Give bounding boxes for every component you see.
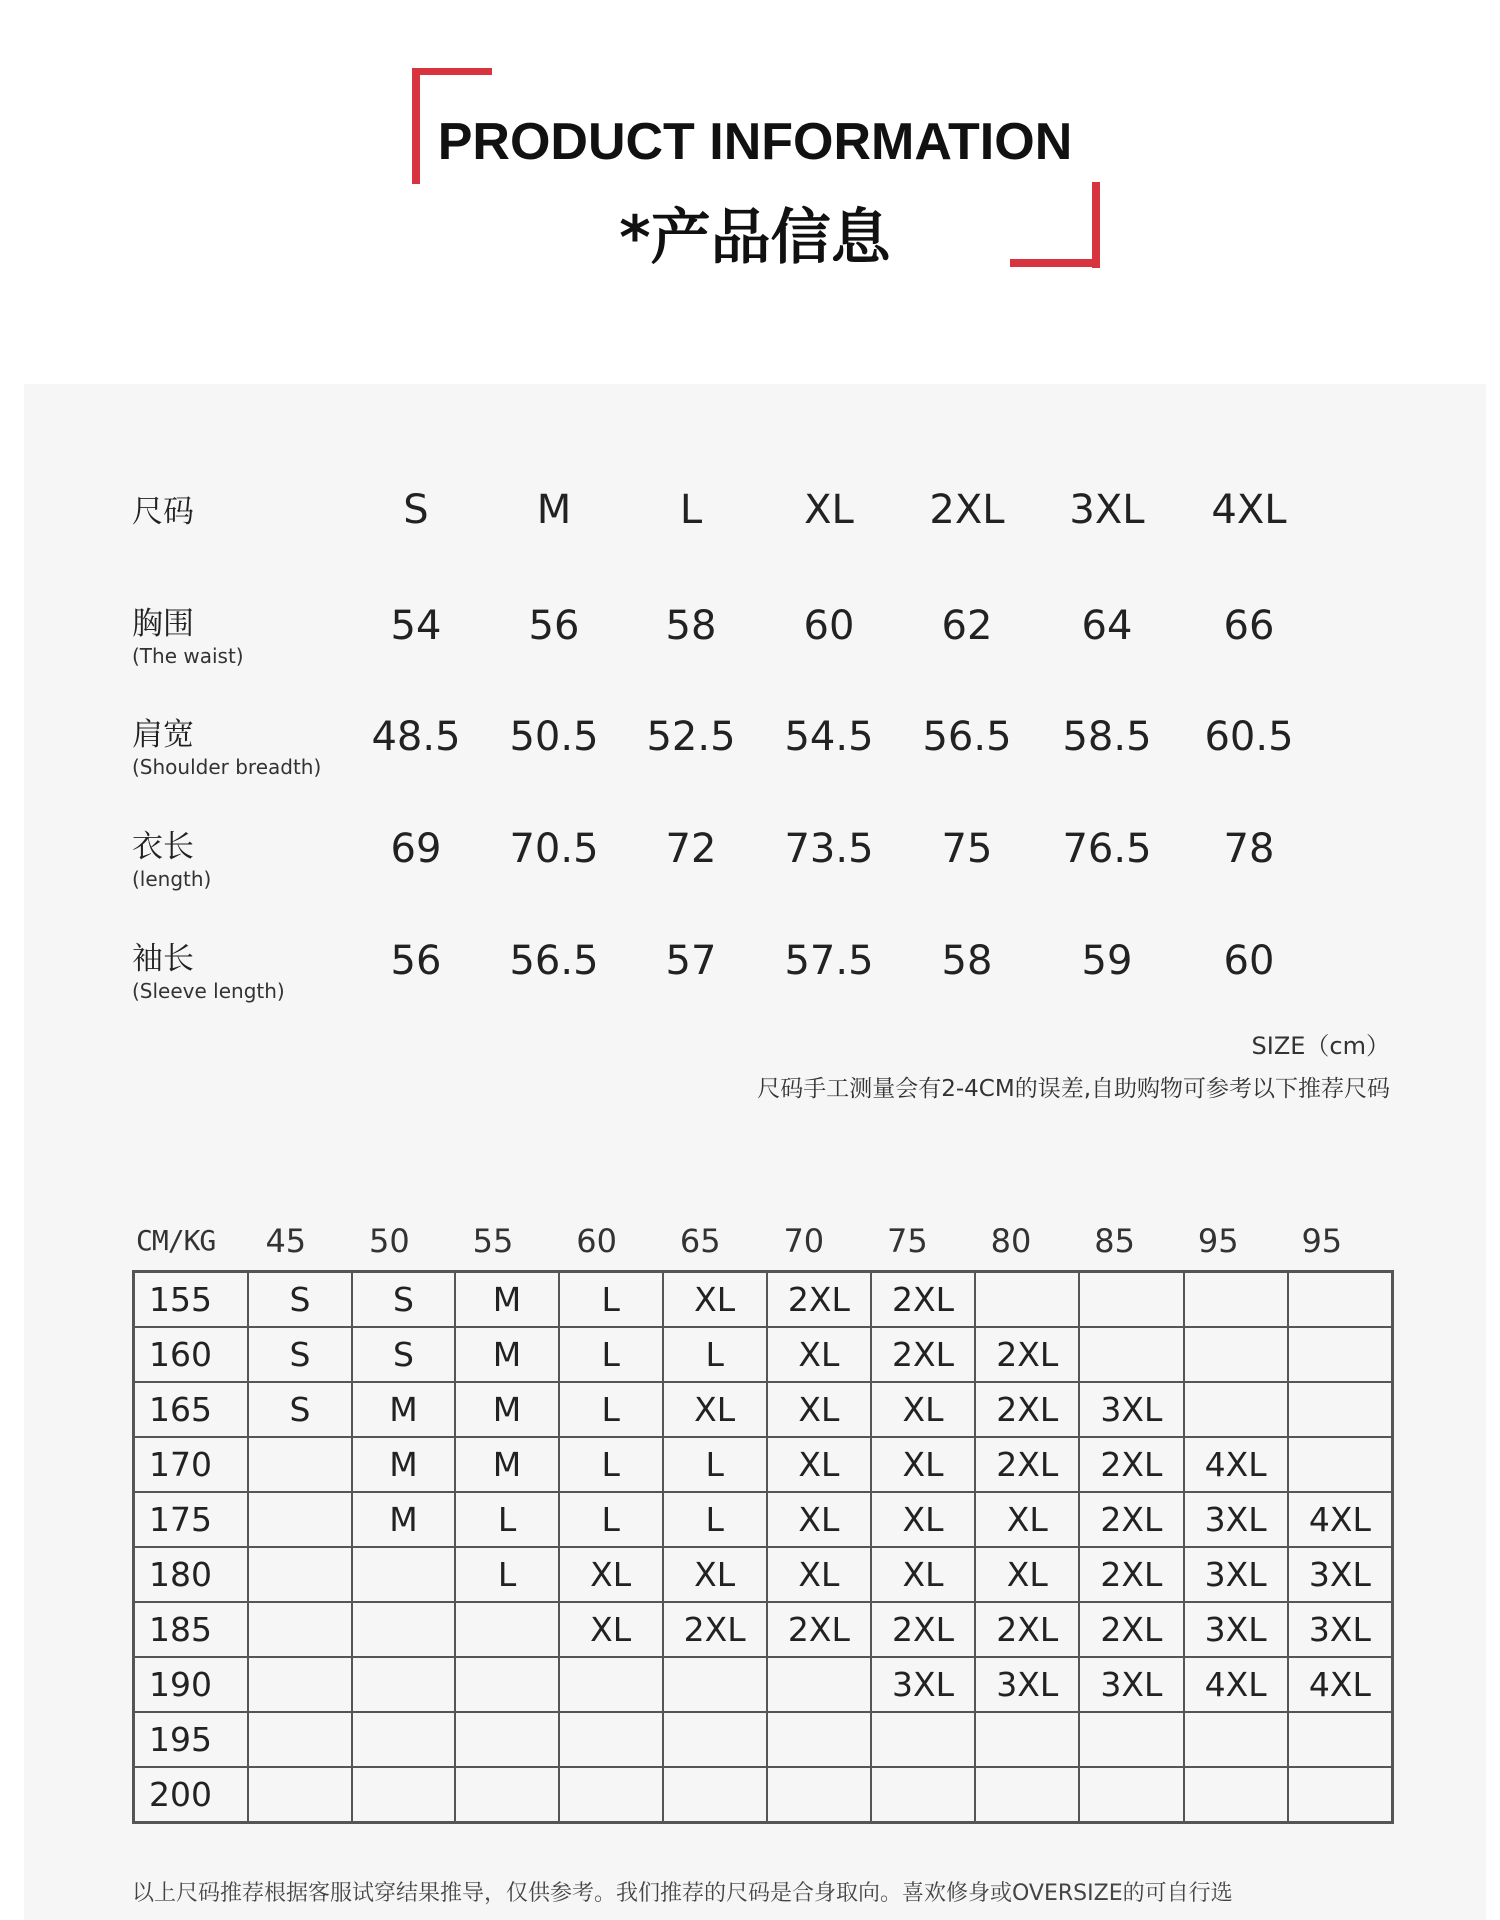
- row-label-en: (Shoulder breadth): [132, 755, 322, 779]
- grid-size-cell: XL: [559, 1547, 663, 1602]
- grid-size-cell: [1079, 1712, 1183, 1767]
- grid-size-cell: L: [663, 1492, 767, 1547]
- grid-size-cell: 2XL: [975, 1437, 1079, 1492]
- grid-size-cell: XL: [767, 1492, 871, 1547]
- grid-size-cell: [663, 1712, 767, 1767]
- grid-weight-label: 55: [472, 1222, 514, 1260]
- grid-size-cell: [248, 1712, 351, 1767]
- grid-size-cell: 3XL: [975, 1657, 1079, 1712]
- grid-size-cell: [767, 1712, 871, 1767]
- grid-size-cell: [1288, 1712, 1393, 1767]
- size-value: 60.5: [1204, 714, 1294, 760]
- row-label-zh: 肩宽: [132, 717, 194, 753]
- grid-size-cell: [975, 1272, 1079, 1328]
- size-value: 76.5: [1062, 826, 1152, 872]
- grid-height-label: 185: [134, 1602, 249, 1657]
- grid-height-label: 180: [134, 1547, 249, 1602]
- grid-corner-label: CM/KG: [136, 1224, 216, 1257]
- grid-size-cell: [352, 1712, 456, 1767]
- size-value: 54: [390, 603, 442, 649]
- size-row-length: [24, 827, 1486, 907]
- grid-size-cell: [663, 1767, 767, 1823]
- grid-size-cell: 2XL: [663, 1602, 767, 1657]
- size-col-3xl: 3XL: [1069, 487, 1145, 533]
- grid-size-cell: [455, 1657, 559, 1712]
- table-row: [134, 1657, 1393, 1712]
- size-value: 72: [665, 826, 717, 872]
- table-row: [134, 1382, 1393, 1437]
- grid-size-cell: [1079, 1767, 1183, 1823]
- grid-size-cell: [248, 1547, 351, 1602]
- grid-weight-label: 95: [1301, 1222, 1343, 1260]
- grid-size-cell: XL: [663, 1547, 767, 1602]
- grid-height-label: 170: [134, 1437, 249, 1492]
- size-header-label: 尺码: [132, 494, 194, 530]
- grid-size-cell: [248, 1767, 351, 1823]
- size-col-m: M: [536, 487, 572, 533]
- grid-size-cell: M: [455, 1382, 559, 1437]
- grid-size-cell: 3XL: [1079, 1657, 1183, 1712]
- grid-size-cell: [767, 1767, 871, 1823]
- grid-size-cell: M: [352, 1382, 456, 1437]
- size-value: 58.5: [1062, 714, 1152, 760]
- table-row: [134, 1602, 1393, 1657]
- grid-weight-label: 45: [265, 1222, 307, 1260]
- page-title-english: PRODUCT INFORMATION: [437, 113, 1073, 171]
- size-value: 59: [1081, 938, 1133, 984]
- grid-size-cell: [248, 1437, 351, 1492]
- recommendation-note: 以上尺码推荐根据客服试穿结果推导，仅供参考。我们推荐的尺码是合身取向。喜欢修身或OVERSIZE的可自行选: [132, 1881, 1233, 1906]
- grid-size-cell: [248, 1657, 351, 1712]
- grid-size-cell: S: [352, 1272, 456, 1328]
- grid-size-cell: XL: [871, 1492, 975, 1547]
- grid-size-cell: M: [352, 1492, 456, 1547]
- size-row-shoulder: [24, 715, 1486, 795]
- grid-size-cell: L: [559, 1382, 663, 1437]
- table-row: [134, 1767, 1393, 1823]
- grid-size-cell: 2XL: [975, 1602, 1079, 1657]
- table-row: [134, 1327, 1393, 1382]
- size-value: 60: [803, 603, 855, 649]
- row-label-en: (Sleeve length): [132, 979, 285, 1003]
- grid-size-cell: 2XL: [1079, 1492, 1183, 1547]
- grid-size-cell: XL: [975, 1547, 1079, 1602]
- size-info-panel: [24, 384, 1486, 1920]
- size-row-sleeve: [24, 939, 1486, 1019]
- size-recommendation-grid: [132, 1270, 1394, 1824]
- grid-size-cell: [1079, 1272, 1183, 1328]
- grid-size-cell: 4XL: [1288, 1492, 1393, 1547]
- size-value: 54.5: [784, 714, 874, 760]
- table-row: [134, 1547, 1393, 1602]
- size-unit-note: SIZE（cm）: [1251, 1032, 1390, 1060]
- grid-weight-label: 80: [990, 1222, 1032, 1260]
- grid-size-cell: 2XL: [871, 1602, 975, 1657]
- grid-size-cell: 2XL: [975, 1327, 1079, 1382]
- grid-size-cell: 2XL: [767, 1272, 871, 1328]
- size-value: 57: [665, 938, 717, 984]
- grid-size-cell: 4XL: [1288, 1657, 1393, 1712]
- size-value: 56: [390, 938, 442, 984]
- grid-size-cell: M: [455, 1327, 559, 1382]
- grid-height-label: 175: [134, 1492, 249, 1547]
- grid-size-cell: [455, 1767, 559, 1823]
- row-label-en: (length): [132, 867, 212, 891]
- table-row: [134, 1272, 1393, 1328]
- table-row: [134, 1437, 1393, 1492]
- grid-size-cell: S: [248, 1382, 351, 1437]
- grid-size-cell: [1184, 1327, 1288, 1382]
- grid-size-cell: XL: [767, 1327, 871, 1382]
- grid-size-cell: L: [559, 1327, 663, 1382]
- grid-size-cell: 3XL: [1184, 1602, 1288, 1657]
- grid-size-cell: [455, 1602, 559, 1657]
- grid-size-cell: [1288, 1437, 1393, 1492]
- size-value: 66: [1223, 603, 1275, 649]
- grid-height-label: 190: [134, 1657, 249, 1712]
- grid-size-cell: M: [455, 1437, 559, 1492]
- grid-size-cell: [1288, 1272, 1393, 1328]
- size-value: 56: [528, 603, 580, 649]
- size-col-2xl: 2XL: [929, 487, 1005, 533]
- grid-size-cell: XL: [663, 1272, 767, 1328]
- grid-size-cell: 3XL: [871, 1657, 975, 1712]
- grid-weight-label: 85: [1094, 1222, 1135, 1260]
- table-row: [134, 1712, 1393, 1767]
- grid-size-cell: [1288, 1382, 1393, 1437]
- grid-size-cell: [352, 1602, 456, 1657]
- grid-height-label: 160: [134, 1327, 249, 1382]
- size-col-l: L: [679, 487, 703, 533]
- corner-bracket-top-left-horizontal: [412, 68, 492, 75]
- grid-size-cell: L: [663, 1327, 767, 1382]
- grid-size-cell: [352, 1767, 456, 1823]
- size-value: 57.5: [784, 938, 874, 984]
- size-value: 60: [1223, 938, 1275, 984]
- size-value: 64: [1081, 603, 1133, 649]
- row-label-zh: 袖长: [132, 941, 194, 977]
- row-label-zh: 衣长: [132, 829, 194, 865]
- grid-size-cell: [1184, 1272, 1288, 1328]
- grid-size-cell: XL: [975, 1492, 1079, 1547]
- grid-size-cell: L: [455, 1547, 559, 1602]
- size-col-4xl: 4XL: [1211, 487, 1287, 533]
- grid-height-label: 195: [134, 1712, 249, 1767]
- grid-size-cell: L: [455, 1492, 559, 1547]
- grid-size-cell: XL: [663, 1382, 767, 1437]
- grid-weight-label: 65: [679, 1222, 721, 1260]
- grid-size-cell: [455, 1712, 559, 1767]
- grid-size-cell: [1079, 1327, 1183, 1382]
- grid-size-cell: XL: [871, 1437, 975, 1492]
- size-value: 50.5: [509, 714, 599, 760]
- grid-size-cell: [975, 1767, 1079, 1823]
- grid-size-cell: XL: [767, 1547, 871, 1602]
- size-value: 48.5: [371, 714, 461, 760]
- grid-size-cell: XL: [767, 1437, 871, 1492]
- grid-size-cell: 2XL: [767, 1602, 871, 1657]
- grid-size-cell: XL: [767, 1382, 871, 1437]
- size-value: 78: [1223, 826, 1275, 872]
- grid-size-cell: 3XL: [1288, 1602, 1393, 1657]
- grid-size-cell: S: [248, 1327, 351, 1382]
- grid-size-cell: [1184, 1712, 1288, 1767]
- grid-size-cell: S: [248, 1272, 351, 1328]
- grid-size-cell: 2XL: [871, 1272, 975, 1328]
- grid-size-cell: 2XL: [1079, 1547, 1183, 1602]
- grid-size-cell: 2XL: [871, 1327, 975, 1382]
- grid-size-cell: [871, 1767, 975, 1823]
- grid-size-cell: M: [352, 1437, 456, 1492]
- grid-size-cell: [559, 1767, 663, 1823]
- grid-size-cell: 3XL: [1079, 1382, 1183, 1437]
- grid-height-label: 165: [134, 1382, 249, 1437]
- size-value: 62: [941, 603, 993, 649]
- grid-weight-label: 50: [369, 1222, 410, 1260]
- grid-size-cell: L: [559, 1492, 663, 1547]
- grid-size-cell: [1288, 1767, 1393, 1823]
- grid-size-cell: [871, 1712, 975, 1767]
- grid-size-cell: [248, 1602, 351, 1657]
- grid-size-cell: 4XL: [1184, 1657, 1288, 1712]
- grid-size-cell: S: [352, 1327, 456, 1382]
- row-label-zh: 胸围: [132, 606, 194, 642]
- grid-weight-label: 70: [783, 1222, 825, 1260]
- table-row: [134, 1492, 1393, 1547]
- grid-size-cell: 2XL: [1079, 1437, 1183, 1492]
- grid-size-cell: [1288, 1327, 1393, 1382]
- grid-weight-label: 75: [887, 1222, 928, 1260]
- grid-weight-label: 60: [576, 1222, 617, 1260]
- grid-size-cell: [975, 1712, 1079, 1767]
- grid-size-cell: [248, 1492, 351, 1547]
- grid-size-cell: [1184, 1382, 1288, 1437]
- grid-size-cell: 3XL: [1288, 1547, 1393, 1602]
- grid-size-cell: 3XL: [1184, 1547, 1288, 1602]
- grid-size-cell: [767, 1657, 871, 1712]
- size-value: 70.5: [509, 826, 599, 872]
- grid-size-cell: M: [455, 1272, 559, 1328]
- grid-size-cell: 2XL: [975, 1382, 1079, 1437]
- grid-size-cell: [352, 1547, 456, 1602]
- grid-size-cell: XL: [559, 1602, 663, 1657]
- grid-height-label: 155: [134, 1272, 249, 1328]
- grid-weight-label: 95: [1197, 1222, 1239, 1260]
- grid-size-cell: [559, 1712, 663, 1767]
- size-value: 58: [665, 603, 717, 649]
- grid-size-cell: [663, 1657, 767, 1712]
- grid-size-cell: [352, 1657, 456, 1712]
- size-col-xl: XL: [804, 487, 854, 533]
- size-row-chest: [24, 604, 1486, 684]
- size-header-row: [24, 488, 1486, 568]
- grid-size-cell: L: [559, 1437, 663, 1492]
- grid-size-cell: XL: [871, 1382, 975, 1437]
- row-label-en: (The waist): [132, 644, 244, 668]
- page-title-chinese: *产品信息: [619, 203, 891, 273]
- grid-size-cell: XL: [871, 1547, 975, 1602]
- grid-size-cell: 4XL: [1184, 1437, 1288, 1492]
- grid-size-cell: L: [663, 1437, 767, 1492]
- size-value: 56.5: [509, 938, 599, 984]
- size-disclaimer: 尺码手工测量会有2-4CM的误差,自助购物可参考以下推荐尺码: [757, 1076, 1390, 1102]
- grid-height-label: 200: [134, 1767, 249, 1823]
- grid-size-cell: [1184, 1767, 1288, 1823]
- size-value: 69: [390, 826, 442, 872]
- size-value: 56.5: [922, 714, 1012, 760]
- grid-size-cell: [559, 1657, 663, 1712]
- grid-size-cell: 2XL: [1079, 1602, 1183, 1657]
- grid-size-cell: L: [559, 1272, 663, 1328]
- grid-size-cell: 3XL: [1184, 1492, 1288, 1547]
- size-value: 75: [941, 826, 993, 872]
- size-value: 73.5: [784, 826, 874, 872]
- size-value: 52.5: [646, 714, 736, 760]
- size-value: 58: [941, 938, 993, 984]
- size-col-s: S: [403, 487, 429, 533]
